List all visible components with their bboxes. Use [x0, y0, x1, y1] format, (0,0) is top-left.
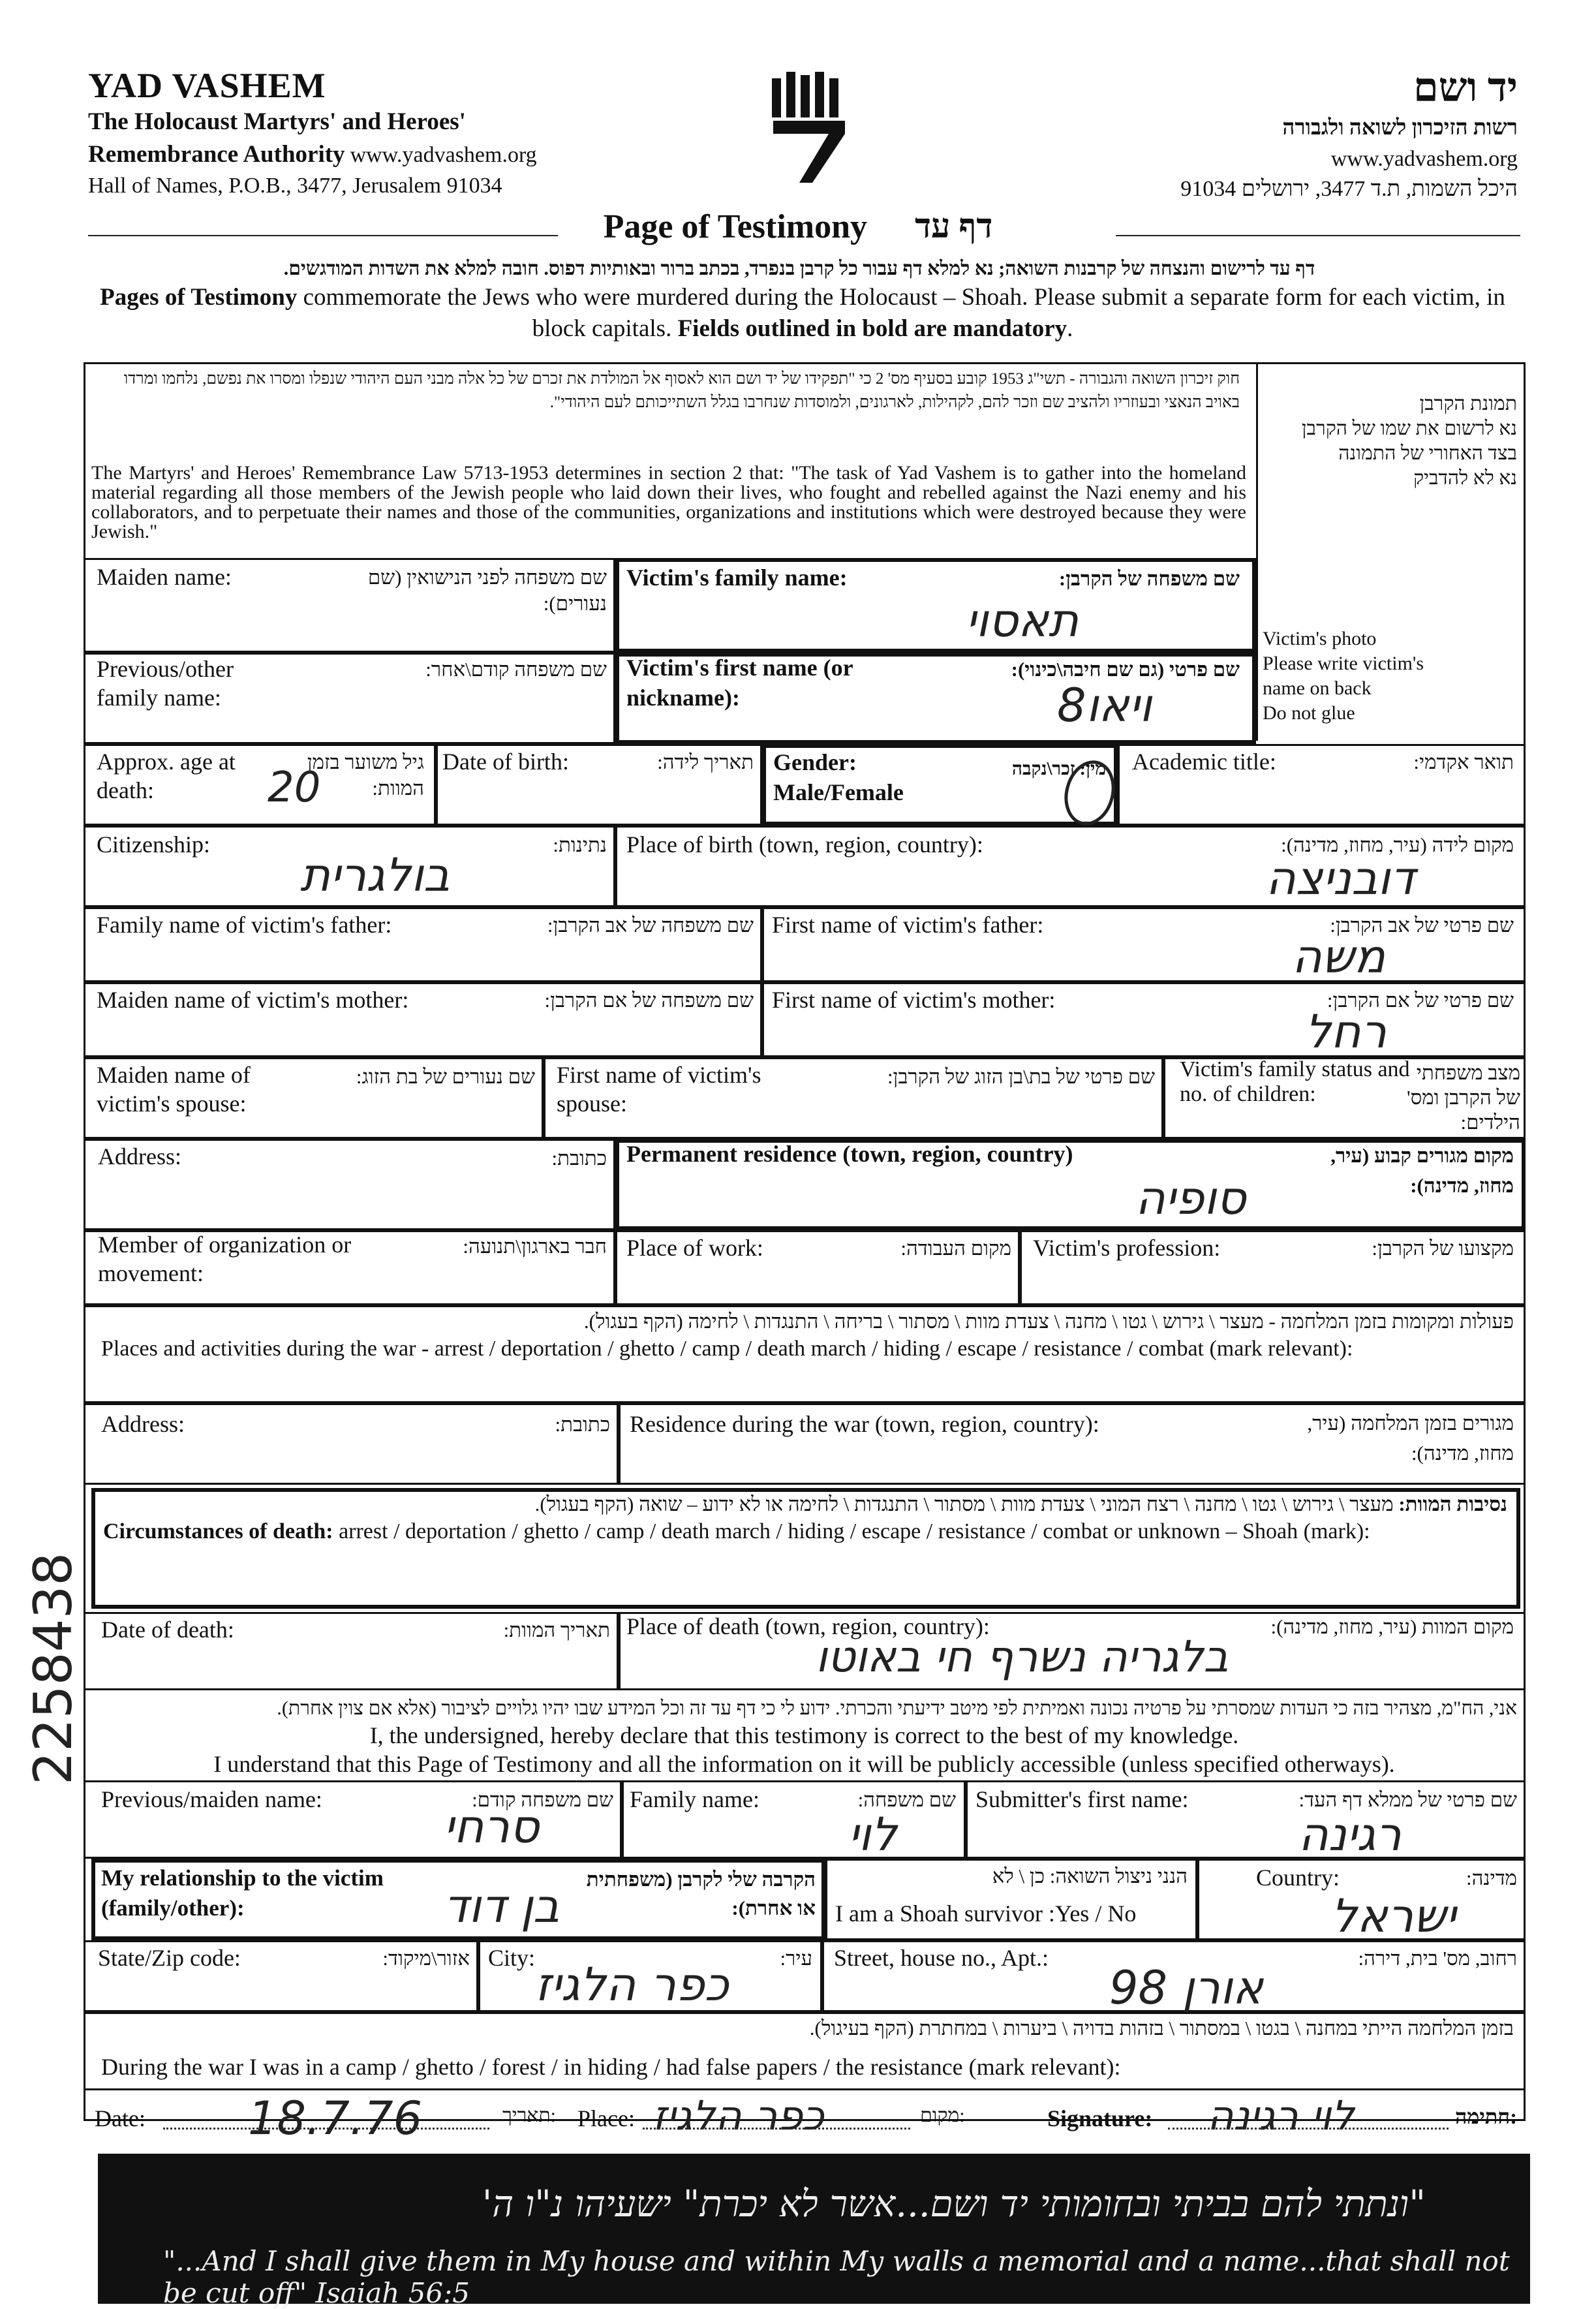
family-name-value: תאסוי	[966, 594, 1079, 647]
page-title	[0, 208, 1596, 246]
circumstances-he	[104, 1491, 1507, 1517]
age-value: 20	[268, 764, 321, 812]
intro-he: דף עד לרישום והנצחה של קרבנות השואה; נא למלא דף עבור כל קרבן בנפרד, בכתב ברור ובאותיות דפוס. חובה למלא את השדות המודגשים.	[283, 258, 1315, 279]
first-name-value: ויאו8	[1057, 679, 1152, 732]
city-value: כפר הלגיז	[535, 1958, 729, 2011]
footer-date-label-he: תאריך:	[502, 2105, 556, 2126]
pob-label-he: מקום לידה (עיר, מחוז, מדינה):	[1281, 833, 1514, 856]
father-first-label-he: שם פרטי של אב הקרבן:	[1330, 914, 1514, 937]
father-first-label: First name of victim's father:	[772, 912, 1044, 938]
footer-signature-value: לוי רגינה	[1207, 2092, 1355, 2139]
dod-label-he: תאריך המוות:	[503, 1619, 610, 1641]
profession-label-he: מקצועו של הקרבן:	[1372, 1237, 1514, 1260]
quote-banner	[98, 2154, 1530, 2309]
spouse-first-label: First name of victim's spouse:	[557, 1062, 761, 1117]
circumstances-en-text: arrest / deportation / ghetto / camp / death march / hiding / escape / resistance / combat or unknown – Shoah (mark):	[333, 1519, 1370, 1543]
perm-res-label: Permanent residence (town, region, country)	[626, 1141, 1073, 1167]
intro-bold2: Fields outlined in bold are mandatory	[677, 315, 1067, 342]
photo-en3: name on back	[1263, 677, 1372, 699]
pod-label: Place of death (town, region, country):	[626, 1613, 990, 1639]
declaration-en2: I understand that this Page of Testimony and all the information on it will be publicly accessible (unless specified otherways).	[213, 1751, 1395, 1777]
law-text-he: חוק זיכרון השואה והגבורה - תשי"ג 1953 קובע בסעיף מס' 2 כי "תפקידו של יד ושם הוא לאסוף אל המולדת את זכרם של כל אלה מבני העם היהודי שנפלו ומסרו את נפשם, נלחמו ומרדו באויב הנאצי ובעוזריו ולהציב שם וזכר להם, לקהילות, לארגונים, ולמוסדות שנחרבו בגלל השתייכותם לעם היהודי".	[123, 370, 1240, 411]
family-name-label: Victim's family name:	[626, 565, 848, 591]
intro-bold1: Pages of Testimony	[100, 284, 298, 311]
work-place-label: Place of work:	[626, 1235, 763, 1261]
during-war-en: During the war I was in a camp / ghetto / forest / in hiding / had false papers / the resistance (mark relevant):	[101, 2054, 1121, 2080]
spouse-maiden-label: Maiden name of victim's spouse:	[97, 1062, 251, 1117]
relationship-label: My relationship to the victim (family/other):	[101, 1865, 384, 1921]
title-he: דף עד	[915, 208, 993, 245]
submitter-prev-name-label: Previous/maiden name:	[101, 1786, 322, 1812]
during-war-he: בזמן המלחמה הייתי במחנה \ בגטו \ במסתור \ בזהות בדויה \ ביערות \ במחתרת (הקף בעיגול).	[809, 2017, 1514, 2039]
maiden-name-label-he: שם משפחה לפני הנישואין (שם נעורים):	[367, 566, 607, 615]
org-line3-en: Remembrance Authority	[88, 141, 345, 168]
pob-label: Place of birth (town, region, country):	[626, 831, 983, 858]
submitter-family-name-label: Family name:	[630, 1786, 760, 1812]
mother-maiden-label: Maiden name of victim's mother:	[97, 987, 409, 1013]
country-label-he: מדינה:	[1466, 1867, 1517, 1889]
photo-instructions-he	[1263, 392, 1517, 491]
submitter-family-name-label-he: שם משפחה:	[857, 1788, 956, 1811]
spouse-first-label-he: שם פרטי של בת\בן הזוג של הקרבן:	[887, 1065, 1155, 1088]
gender-label-he: מין: זכר\נקבה	[1011, 759, 1106, 779]
declaration-en1: I, the undersigned, hereby declare that this testimony is correct to the best of my knowledge.	[369, 1722, 1239, 1748]
survivor-label-he: הנני ניצול השואה: כן \ לא	[992, 1865, 1188, 1887]
maiden-name-label: Maiden name:	[97, 564, 232, 590]
city-label-he: עיר:	[780, 1947, 812, 1970]
banner-quote-en: "...And I shall give them in My house and within My walls a memorial and a name...that shall not be cut off" Isaiah 56:5	[163, 2245, 1510, 2309]
org-line2-en: The Holocaust Martyrs' and Heroes'	[88, 108, 466, 135]
age-label: Approx. age at death:	[97, 749, 236, 803]
country-label: Country:	[1256, 1865, 1340, 1891]
survivor-label: I am a Shoah survivor :Yes / No	[835, 1900, 1137, 1927]
footer-date-label: Date:	[95, 2105, 146, 2131]
photo-instructions-en	[1263, 627, 1517, 726]
submitter-family-name-value: לוי	[848, 1808, 897, 1861]
pod-label-he: מקום המוות (עיר, מחוז, מדינה):	[1270, 1615, 1514, 1638]
law-text-en: The Martyrs' and Heroes' Remembrance Law 5713-1953 determines in section 2 that: "The task of Yad Vashem is to gather into the homeland material regarding all those members of the Jewish people who laid down their lives, who fought and rebelled against the Nazi enemy and his collaborators, and to perpetuate their names and those of the communities, organizations and institutions which were destroyed because they were Jewish."	[91, 462, 1246, 542]
mother-first-value: רחל	[1305, 1005, 1387, 1059]
website-en[interactable]: www.yadvashem.org	[350, 143, 537, 167]
org-line2-he: רשות הזיכרון לשואה ולגבורה	[1282, 116, 1518, 140]
submitter-first-name-label-he: שם פרטי של ממלא דף העד:	[1298, 1788, 1517, 1811]
photo-he1: תמונת הקרבן	[1419, 393, 1517, 414]
family-status-label: Victim's family status and no. of children:	[1180, 1057, 1410, 1106]
prev-family-label-he: שם משפחה קודם\אחר:	[425, 658, 607, 681]
mother-maiden-label-he: שם משפחה של אם הקרבן:	[544, 989, 754, 1012]
circumstances-en-bold: Circumstances of death:	[103, 1519, 333, 1543]
pod-value: בלגריה נשרף חי באוטו	[816, 1632, 1229, 1682]
photo-en1: Victim's photo	[1263, 628, 1377, 649]
address-he: היכל השמות, ת.ד 3477, ירושלים 91034	[1180, 177, 1518, 201]
intro-en	[78, 282, 1527, 345]
circumstances-he-text: מעצר \ גירוש \ גטו \ מחנה \ רצח המוני \ צעדת מוות \ מסתור \ התנגדות \ לחימה או לא ידוע – שואה (הקף בעגול).	[534, 1493, 1399, 1515]
photo-en2: Please write victim's	[1263, 653, 1424, 674]
places-activities-en: Places and activities during the war - arrest / deportation / ghetto / camp / death march / hiding / escape / resistance / combat (mark relevant):	[101, 1337, 1353, 1361]
submitter-prev-name-value: סרחי	[444, 1800, 540, 1853]
perm-res-label-he: מקום מגורים קבוע (עיר, מחוז, מדינה):	[1330, 1144, 1514, 1197]
work-place-label-he: מקום העבודה:	[900, 1237, 1011, 1260]
footer-place-value: כפר הלגיז	[652, 2092, 824, 2139]
state-zip-label: State/Zip code:	[98, 1945, 241, 1971]
intro-text1: commemorate the Jews who were murdered during the Holocaust – Shoah. Please submit a separate form for each victim, in block capitals.	[297, 284, 1505, 342]
photo-he2: נא לרשום את שמו של הקרבן	[1301, 418, 1517, 439]
footer-signature-label: Signature:	[1047, 2105, 1153, 2131]
circumstances-he-bold: נסיבות המוות:	[1398, 1493, 1507, 1515]
mother-first-label-he: שם פרטי של אם הקרבן:	[1327, 989, 1514, 1012]
first-name-label: Victim's first name (or nickname):	[626, 655, 853, 711]
gender-circle	[1054, 747, 1126, 832]
first-name-label-he: שם פרטי (גם שם חיבה\כינוי):	[1011, 658, 1240, 681]
father-first-value: משה	[1292, 930, 1385, 984]
dob-label-he: תאריך לידה:	[657, 751, 754, 773]
country-value: ישראל	[1331, 1889, 1456, 1943]
submitter-first-name-label: Submitter's first name:	[975, 1786, 1189, 1812]
side-reference-number: 2258438	[23, 1552, 84, 1785]
member-org-label-he: חבר בארגון\תנועה:	[463, 1235, 607, 1258]
spouse-maiden-label-he: שם נעורים של בת הזוג:	[356, 1065, 535, 1088]
street-label-he: רחוב, מס' בית, דירה:	[1358, 1947, 1517, 1970]
submitter-first-name-value: רגינה	[1298, 1808, 1402, 1861]
war-res-label-he: מגורים בזמן המלחמה (עיר, מחוז, מדינה):	[1307, 1412, 1514, 1464]
citizenship-label: Citizenship:	[97, 831, 210, 858]
circumstances-en	[103, 1517, 1370, 1546]
pob-value: דובניצה	[1266, 852, 1415, 905]
intro-text2: .	[1067, 315, 1073, 342]
academic-label: Academic title:	[1132, 749, 1276, 775]
profession-label: Victim's profession:	[1033, 1235, 1221, 1261]
declaration-he: אני, הח"מ, מצהיר בזה כי העדות שמסרתי על פרטיה נכונה ואמיתית לפי מיטב ידיעתי והכרתי. ידוע לי כי דף עד זה וכל המידע שבו יהיו גלויים לציבור (אלא אם צוין אחרת).	[277, 1697, 1517, 1719]
places-activities-he: פעולות ומקומות בזמן המלחמה - מעצר \ גירוש \ גטו \ מחנה \ צעדת מוות \ מסתור \ בריחה \ התנגדות \ לחימה (הקף בעגול).	[583, 1310, 1514, 1333]
war-address-label: Address:	[101, 1411, 185, 1437]
war-res-label: Residence during the war (town, region, country):	[630, 1411, 1099, 1437]
photo-en4: Do not glue	[1263, 702, 1355, 724]
org-name-he: יד ושם	[1413, 66, 1518, 110]
photo-divider	[1256, 362, 1258, 741]
dod-label: Date of death:	[101, 1617, 234, 1643]
declaration-en	[91, 1721, 1517, 1778]
submitter-prev-name-label-he: שם משפחה קודם:	[472, 1788, 613, 1811]
footer-signature-label-he: חתימה:	[1455, 2105, 1517, 2128]
address-label-he: כתובת:	[551, 1147, 607, 1170]
member-org-label: Member of organization or movement:	[98, 1232, 352, 1286]
dob-label: Date of birth:	[442, 749, 569, 775]
header-left	[88, 65, 675, 201]
mother-first-label: First name of victim's mother:	[772, 987, 1056, 1013]
footer-place-label-he: מקום:	[920, 2105, 965, 2126]
prev-family-label: Previous/other family name:	[97, 656, 234, 711]
header-right	[930, 65, 1518, 204]
city-label: City:	[488, 1945, 536, 1971]
relationship-label-he: הקרבה שלי לקרבן (משפחתית או אחרת):	[586, 1868, 816, 1919]
street-value: 98 אורן	[1109, 1961, 1263, 2015]
footer-place-label: Place:	[577, 2105, 635, 2131]
title-en: Page of Testimony	[603, 208, 868, 245]
family-name-label-he: שם משפחה של הקרבן:	[1058, 567, 1240, 590]
gender-label: Gender: Male/Female	[773, 749, 904, 805]
state-zip-label-he: אזור\מיקוד:	[382, 1947, 470, 1970]
citizenship-label-he: נתינות:	[553, 833, 607, 856]
father-family-label-he: שם משפחה של אב הקרבן:	[547, 914, 754, 937]
war-address-label-he: כתובת:	[555, 1413, 610, 1436]
photo-he3: בצד האחורי של התמונה	[1338, 442, 1517, 464]
relationship-value: בן דוד	[444, 1880, 560, 1933]
yad-vashem-logo	[767, 72, 852, 196]
academic-label-he: תואר אקדמי:	[1413, 751, 1514, 773]
website-he[interactable]: www.yadvashem.org	[1330, 147, 1518, 171]
street-label: Street, house no., Apt.:	[834, 1945, 1049, 1971]
age-label-he: גיל משוער בזמן המוות:	[307, 751, 424, 799]
org-name-en: YAD VASHEM	[88, 66, 326, 105]
banner-quote-he: "ונתתי להם בביתי ובחומותי יד ושם...אשר לא יכרת" ישעיהו נ"ו ה'	[482, 2183, 1426, 2225]
address-en: Hall of Names, P.O.B., 3477, Jerusalem 91034	[88, 174, 502, 198]
footer-date-value: 18.7.76	[248, 2092, 423, 2145]
perm-res-value: סופיה	[1135, 1171, 1246, 1225]
address-label: Address:	[98, 1143, 181, 1170]
father-family-label: Family name of victim's father:	[97, 912, 392, 938]
photo-he4: נא לא להדביק	[1413, 467, 1517, 489]
citizenship-value: בולגרית	[300, 848, 450, 902]
family-status-label-he: מצב משפחתי של הקרבן ומס' הילדים:	[1407, 1061, 1520, 1134]
